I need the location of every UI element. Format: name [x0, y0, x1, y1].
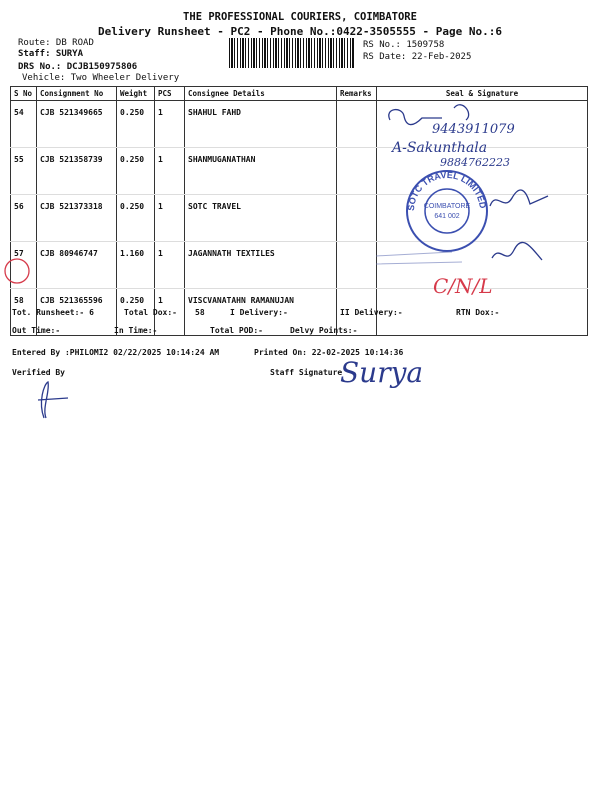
cell-sno: 54 [11, 101, 37, 148]
col-consignee: Consignee Details [185, 87, 337, 101]
verified-by: Verified By [12, 368, 65, 377]
cell-consignee: SHAHUL FAHD [185, 101, 337, 148]
cell-pcs: 1 [155, 195, 185, 242]
i-delivery: I Delivery:- [230, 308, 288, 317]
col-remarks: Remarks [337, 87, 377, 101]
runsheet-subtitle: Delivery Runsheet - PC2 - Phone No.:0422-3505555 - Page No.:6 [98, 25, 502, 38]
handwritten-phone-1: 9443911079 [432, 122, 515, 137]
cell-consignment: CJB 521373318 [37, 195, 117, 242]
cell-consignment: CJB 80946747 [37, 242, 117, 289]
staff-signature-label: Staff Signature [270, 368, 343, 377]
cell-sno: 56 [11, 195, 37, 242]
col-sno: S No [11, 87, 37, 101]
cell-weight: 0.250 [117, 101, 155, 148]
handwritten-phone-2: 9884762223 [440, 156, 510, 169]
entered-by: Entered By :PHILOMI2 02/22/2025 10:14:24 AM [12, 348, 220, 357]
ii-delivery: II Delivery:- [340, 308, 403, 317]
cell-remarks [337, 242, 377, 289]
cell-weight: 0.250 [117, 195, 155, 242]
total-dox-label: Total Dox:- [124, 308, 177, 317]
cell-consignment: CJB 521349665 [37, 101, 117, 148]
cell-pcs: 1 [155, 101, 185, 148]
company-title: THE PROFESSIONAL COURIERS, COIMBATORE [183, 11, 417, 23]
rtn-dox: RTN Dox:- [456, 308, 500, 317]
cell-remarks [337, 195, 377, 242]
cell-weight: 0.250 [117, 148, 155, 195]
rs-date: RS Date: 22-Feb-2025 [363, 52, 472, 62]
stamp-ring-text: SOTC TRAVEL LIMITED [405, 169, 488, 212]
cell-consignment: CJB 521358739 [37, 148, 117, 195]
total-dox-value: 58 [195, 308, 205, 317]
staff-handwritten-signature: Surya [340, 356, 424, 389]
signature-scribble-3 [486, 186, 556, 216]
verifier-signature [34, 378, 74, 422]
staff: Staff: SURYA [18, 49, 84, 59]
cell-remarks [337, 148, 377, 195]
printed-on: Printed On: 22-02-2025 10:14:36 [254, 348, 404, 357]
cell-pcs: 1 [155, 242, 185, 289]
cell-weight: 1.160 [117, 242, 155, 289]
handwritten-remark-red: C/N/L [433, 274, 493, 298]
stamp-pincode: 641 002 [434, 213, 460, 220]
vehicle: Vehicle: Two Wheeler Delivery [22, 73, 180, 83]
barcode [229, 38, 355, 68]
cell-consignee: SHANMUGANATHAN [185, 148, 337, 195]
cell-pcs: 1 [155, 148, 185, 195]
total-pod: Total POD:- [210, 326, 263, 335]
total-runsheet: Tot. Runsheet:- 6 [12, 308, 94, 317]
cell-weight: 0.250 [117, 289, 155, 336]
in-time: In Time:- [114, 326, 158, 335]
faded-stamp [372, 240, 552, 270]
col-weight: Weight [117, 87, 155, 101]
col-pcs: PCS [155, 87, 185, 101]
red-circle-mark [2, 256, 36, 286]
cell-consignee: SOTC TRAVEL [185, 195, 337, 242]
handwritten-name-2: A-Sakunthala [392, 140, 488, 156]
cell-sno: 55 [11, 148, 37, 195]
cell-sno: 57 [11, 242, 37, 289]
cell-sno: 58 [11, 289, 37, 336]
stamp-city: COIMBATORE [423, 203, 471, 210]
rs-number: RS No.: 1509758 [363, 40, 445, 50]
col-consignment: Consignment No [37, 87, 117, 101]
cell-remarks [337, 101, 377, 148]
cell-consignee: VISCVANATAHN RAMANUJAN [185, 289, 337, 336]
delvy-points: Delvy Points:- [290, 326, 358, 335]
cell-pcs: 1 [155, 289, 185, 336]
out-time: Out Time:- [12, 326, 61, 335]
cell-consignment: CJB 521365596 [37, 289, 117, 336]
drs-number: DRS No.: DCJB150975806 [18, 62, 138, 72]
col-seal-signature: Seal & Signature [377, 87, 588, 101]
route: Route: DB ROAD [18, 38, 94, 48]
cell-consignee: JAGANNATH TEXTILES [185, 242, 337, 289]
